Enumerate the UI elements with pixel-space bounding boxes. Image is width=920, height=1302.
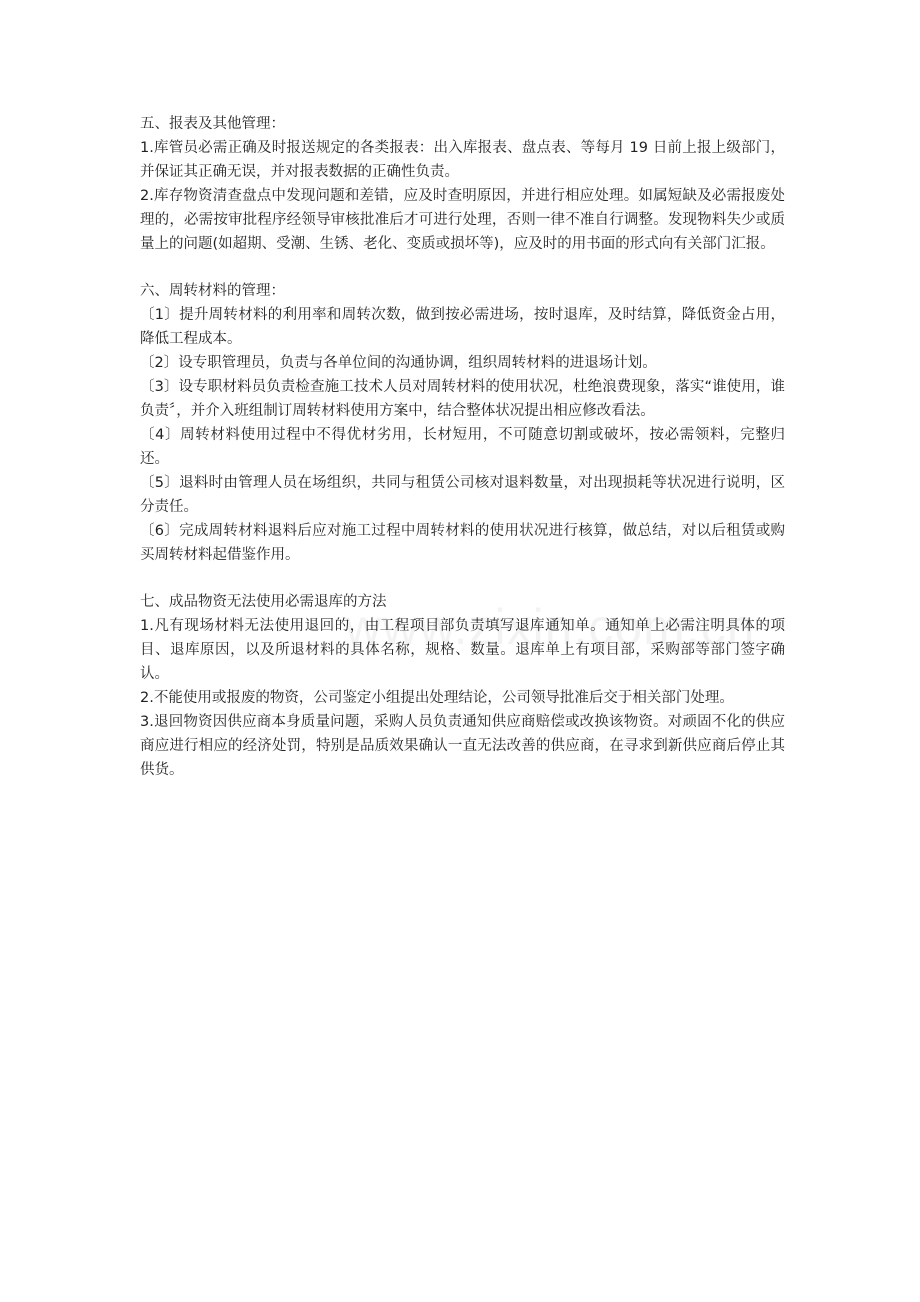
section-heading: 五、报表及其他管理： <box>140 116 285 132</box>
section-returns <box>140 590 785 782</box>
document-body <box>140 112 785 805</box>
section-heading: 六、周转材料的管理： <box>140 283 285 299</box>
paragraph: 〔2〕设专职管理员，负责与各单位间的沟通协调，组织周转材料的进退场计划。 <box>140 355 657 371</box>
paragraph: 2.不能使用或报废的物资，公司鉴定小组提出处理结论，公司领导批准后交于相关部门处理。 <box>140 690 734 706</box>
section-turnover-materials <box>140 279 785 567</box>
paragraph: 1.库管员必需正确及时报送规定的各类报表：出入库报表、盘点表、等每月 19 日前上报上级部门，并保证其正确无误，并对报表数据的正确性负责。 <box>140 140 785 180</box>
section-heading: 七、成品物资无法使用必需退库的方法 <box>140 594 387 610</box>
paragraph: 〔5〕退料时由管理人员在场组织，共同与租赁公司核对退料数量，对出现损耗等状况进行说明，区分责任。 <box>140 475 785 515</box>
paragraph: 〔6〕完成周转材料退料后应对施工过程中周转材料的使用状况进行核算，做总结，对以后租赁或购买周转材料起借鉴作用。 <box>140 523 785 563</box>
section-reports <box>140 112 785 256</box>
paragraph: 〔1〕提升周转材料的利用率和周转次数，做到按必需进场，按时退库，及时结算，降低资金占用，降低工程成本。 <box>140 307 785 347</box>
paragraph: 〔4〕周转材料使用过程中不得优材劣用，长材短用，不可随意切割或破坏，按必需领料，完整归还。 <box>140 427 785 467</box>
paragraph: 3.退回物资因供应商本身质量问题，采购人员负责通知供应商赔偿或改换该物资。对顽固不化的供应商应进行相应的经济处罚，特别是品质效果确认一直无法改善的供应商，在寻求到新供应商后停止其供货。 <box>140 714 785 778</box>
paragraph: 〔3〕设专职材料员负责检查施工技术人员对周转材料的使用状况，杜绝浪费现象，落实“谁使用，谁负责〞，并介入班组制订周转材料使用方案中，结合整体状况提出相应修改看法。 <box>140 379 785 419</box>
paragraph: 2.库存物资清查盘点中发现问题和差错，应及时查明原因，并进行相应处理。如属短缺及必需报废处理的，必需按审批程序经领导审核批准后才可进行处理，否则一律不准自行调整。发现物料失少或质量上的问题(如超期、受潮、生锈、老化、变质或损坏等)，应及时的用书面的形式向有关部门汇报。 <box>140 188 785 252</box>
paragraph: 1.凡有现场材料无法使用退回的，由工程项目部负责填写退库通知单。通知单上必需注明具体的项目、退库原因，以及所退材料的具体名称，规格、数量。退库单上有项目部，采购部等部门签字确认。 <box>140 618 785 682</box>
